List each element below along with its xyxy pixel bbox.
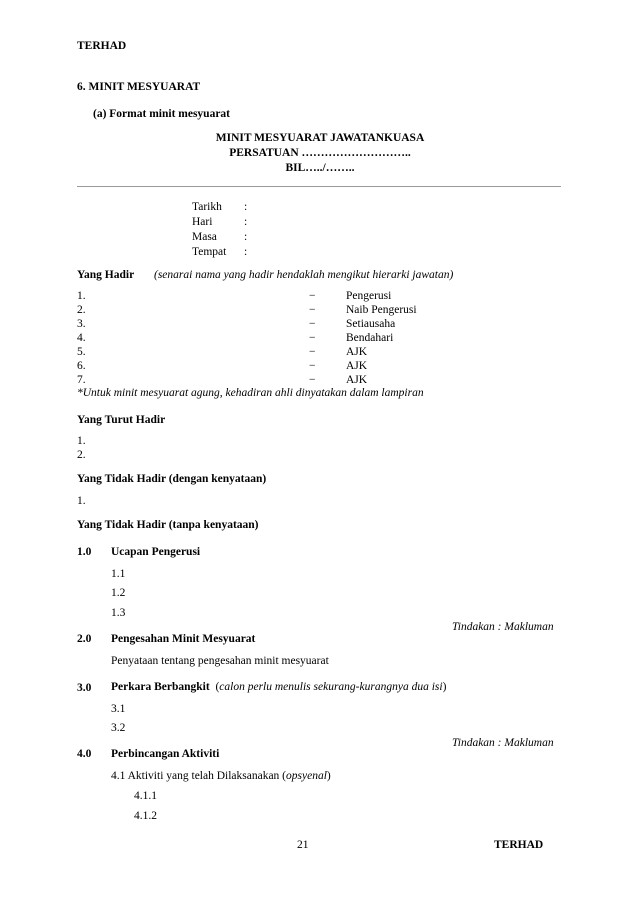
- hadir-row-role: Bendahari: [346, 332, 394, 344]
- meta-colon: :: [244, 231, 248, 243]
- meta-colon: :: [244, 201, 248, 213]
- hadir-row-num: 7.: [77, 374, 86, 386]
- doc-title-line3: BIL…../……..: [285, 162, 355, 174]
- hadir-row-num: 4.: [77, 332, 86, 344]
- hadir-row-dash: −: [309, 318, 316, 330]
- hadir-row-role: AJK: [346, 374, 368, 386]
- agenda-sub: 3.1: [111, 703, 126, 715]
- hadir-note: (senarai nama yang hadir hendaklah mengikut hierarki jawatan): [154, 269, 454, 281]
- agenda-sub: 1.1: [111, 568, 126, 580]
- agenda-note-close: ): [442, 681, 447, 693]
- doc-title-line1: MINIT MESYUARAT JAWATANKUASA: [215, 132, 425, 144]
- agenda-sub: 1.3: [111, 607, 126, 619]
- footer-classification: TERHAD: [494, 839, 544, 851]
- meta-label: Tempat: [192, 246, 227, 258]
- turut-hadir-item: 1.: [77, 435, 86, 447]
- agenda-title: Pengesahan Minit Mesyuarat: [111, 633, 256, 645]
- meta-label: Masa: [192, 231, 217, 243]
- hadir-row-num: 3.: [77, 318, 86, 330]
- tidak-hadir-kenyataan-item: 1.: [77, 495, 86, 507]
- hadir-row-num: 6.: [77, 360, 86, 372]
- agenda-note-open: (: [215, 681, 220, 693]
- turut-hadir-title: Yang Turut Hadir: [77, 414, 166, 426]
- agenda-sub-label: 4.1 Aktiviti yang telah Dilaksanakan (: [111, 770, 287, 782]
- hadir-row-role: AJK: [346, 360, 368, 372]
- hadir-title: Yang Hadir: [77, 269, 135, 281]
- agenda-note: calon perlu menulis sekurang-kurangnya dua isi: [219, 681, 443, 693]
- hadir-row-role: Pengerusi: [346, 290, 392, 302]
- hadir-row-num: 5.: [77, 346, 86, 358]
- hadir-footnote: *Untuk minit mesyuarat agung, kehadiran ahli dinyatakan dalam lampiran: [77, 387, 424, 399]
- header-classification: TERHAD: [77, 40, 127, 52]
- agenda-action: Tindakan : Makluman: [452, 737, 554, 749]
- agenda-num: 4.0: [77, 748, 92, 760]
- agenda-title: Perbincangan Aktiviti: [111, 748, 220, 760]
- agenda-sub: 1.2: [111, 587, 126, 599]
- agenda-num: 3.0: [77, 682, 92, 694]
- agenda-subsub: 4.1.1: [134, 790, 157, 802]
- section-subtitle: (a) Format minit mesyuarat: [93, 108, 231, 120]
- hadir-row-dash: −: [309, 332, 316, 344]
- section-title: 6. MINIT MESYUARAT: [77, 81, 201, 93]
- hadir-row-num: 1.: [77, 290, 86, 302]
- title-divider: [77, 186, 561, 187]
- hadir-row-dash: −: [309, 360, 316, 372]
- agenda-action: Tindakan : Makluman: [452, 621, 554, 633]
- agenda-sub: 3.2: [111, 722, 126, 734]
- agenda-sub-close: ): [326, 770, 331, 782]
- meta-label: Tarikh: [192, 201, 222, 213]
- meta-colon: :: [244, 216, 248, 228]
- page-number: 21: [297, 839, 309, 851]
- agenda-text: Penyataan tentang pengesahan minit mesyuarat: [111, 655, 329, 667]
- meta-colon: :: [244, 246, 248, 258]
- hadir-row-role: Setiausaha: [346, 318, 396, 330]
- hadir-row-dash: −: [309, 374, 316, 386]
- agenda-title-row: [111, 680, 446, 694]
- meta-label: Hari: [192, 216, 213, 228]
- hadir-row-dash: −: [309, 346, 316, 358]
- hadir-row-role: Naib Pengerusi: [346, 304, 417, 316]
- tidak-hadir-kenyataan-title: Yang Tidak Hadir (dengan kenyataan): [77, 473, 267, 485]
- agenda-title: Perkara Berbangkit: [111, 681, 210, 693]
- hadir-row-dash: −: [309, 304, 316, 316]
- hadir-row-role: AJK: [346, 346, 368, 358]
- agenda-num: 2.0: [77, 633, 92, 645]
- agenda-title: Ucapan Pengerusi: [111, 546, 201, 558]
- turut-hadir-item: 2.: [77, 449, 86, 461]
- agenda-subsub: 4.1.2: [134, 810, 157, 822]
- agenda-subheading: [111, 769, 331, 783]
- hadir-row-num: 2.: [77, 304, 86, 316]
- tidak-hadir-tanpa-title: Yang Tidak Hadir (tanpa kenyataan): [77, 519, 259, 531]
- hadir-row-dash: −: [309, 290, 316, 302]
- agenda-num: 1.0: [77, 546, 92, 558]
- agenda-sub-note: opsyenal: [286, 770, 327, 782]
- doc-title-line2: PERSATUAN ………………………..: [229, 147, 411, 159]
